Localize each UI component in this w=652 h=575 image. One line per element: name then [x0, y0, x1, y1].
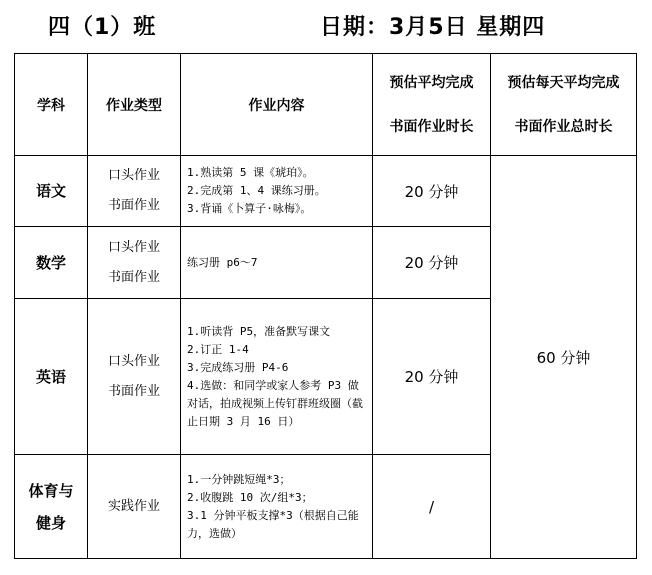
header-content: 作业内容: [181, 54, 373, 156]
type-item: 口头作业: [107, 239, 160, 255]
content-cell: [181, 156, 373, 227]
time-cell: 20 分钟: [373, 156, 491, 227]
type-item: 口头作业: [107, 168, 160, 183]
content-line: 1.听读背 P5，准备默写课文: [187, 324, 331, 338]
content-line: 2.订正 1-4: [187, 342, 249, 356]
type-item: 书面作业: [107, 383, 160, 399]
table-row-chinese: [15, 156, 637, 227]
header-total-time-line1: 预估每天平均完成: [507, 74, 620, 91]
content-cell: [181, 455, 373, 559]
page-header: [0, 8, 652, 44]
content-line: 3.1 分钟平板支撑*3（根据自己能力，选做）: [187, 508, 359, 540]
content-cell: [181, 227, 373, 299]
type-item: 实践作业: [107, 498, 160, 514]
subject-cell: 数学: [15, 227, 88, 299]
subject-cell: [15, 455, 88, 559]
content-line: 1.熟读第 5 课《琥珀》。: [187, 166, 314, 179]
header-type: 作业类型: [88, 54, 181, 156]
subject-cell: 英语: [15, 299, 88, 455]
class-title: 四（1）班: [48, 15, 157, 40]
type-cell: [88, 156, 181, 227]
header-avg-time: [373, 54, 491, 156]
type-item: 书面作业: [107, 269, 160, 285]
homework-table: [14, 53, 637, 559]
time-cell: 20 分钟: [373, 299, 491, 455]
date-label: 日期：3月5日 星期四: [320, 15, 546, 40]
content-line: 3.完成练习册 P4-6: [187, 360, 289, 374]
time-cell: 20 分钟: [373, 227, 491, 299]
subject-line: 体育与: [28, 481, 74, 500]
header-total-time: [491, 54, 637, 156]
content-cell: [181, 299, 373, 455]
content-line: 3.背诵《卜算子·咏梅》。: [187, 202, 312, 215]
table-header-row: [15, 54, 637, 156]
header-avg-time-line1: 预估平均完成: [389, 74, 474, 91]
header-avg-time-line2: 书面作业时长: [389, 118, 474, 135]
header-subject: 学科: [15, 54, 88, 156]
total-time-cell: 60 分钟: [491, 156, 637, 559]
type-cell: [88, 299, 181, 455]
content-line: 4.选做：和同学或家人参考 P3 做对话，拍成视频上传钉群班级圈（截止日期 3 月 16 日）: [187, 378, 363, 428]
content-line: 2.收腹跳 10 次/组*3；: [187, 490, 313, 504]
type-cell: [88, 455, 181, 559]
type-item: 口头作业: [107, 353, 160, 369]
type-cell: [88, 227, 181, 299]
subject-line: 健身: [35, 513, 66, 532]
time-cell: /: [373, 455, 491, 559]
content-line: 1.一分钟跳短绳*3；: [187, 472, 291, 486]
type-item: 书面作业: [107, 198, 160, 213]
content-line: 练习册 p6～7: [187, 255, 258, 269]
content-line: 2.完成第 1、4 课练习册。: [187, 184, 326, 197]
header-total-time-line2: 书面作业总时长: [514, 118, 613, 135]
subject-cell: 语文: [15, 156, 88, 227]
